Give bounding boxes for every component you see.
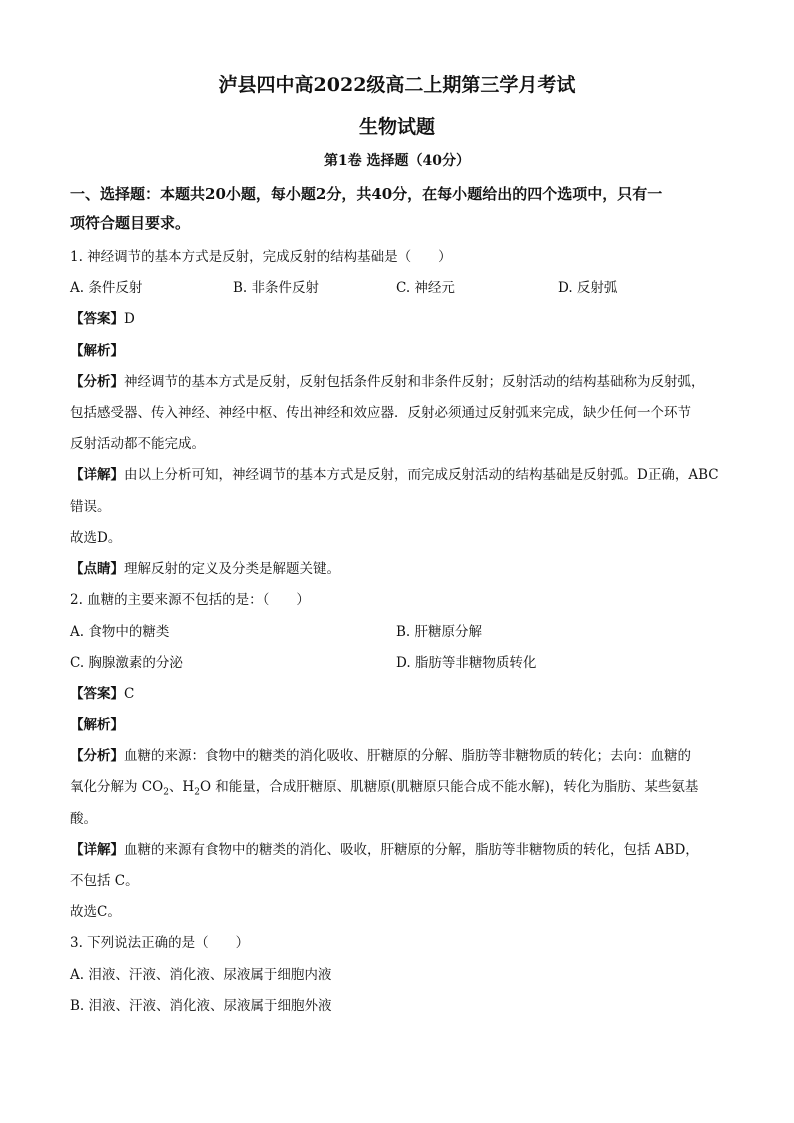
answer-tag: 【答案】 [70,311,124,327]
q1-option-d: D. 反射弧 [558,280,618,296]
xiangjie-tag: 【详解】 [70,842,124,858]
subject-title: 生物试题 [358,116,435,138]
q1-fenxi-line2: 包括感受器、传入神经、神经中枢、传出神经和效应器．反射必须通过反射弧来完成，缺少任何一个环节 [70,405,691,421]
xiangjie-text: 由以上分析可知，神经调节的基本方式是反射，而完成反射活动的结构基础是反射弧。D正确，ABC [124,467,719,483]
question-2-stem: 2. 血糖的主要来源不包括的是：（ ） [70,592,310,608]
xiangjie-text: 血糖的来源有食物中的糖类的消化、吸收，肝糖原的分解，脂肪等非糖物质的转化，包括 ABD， [124,842,699,858]
section-heading-line2: 项符合题目要求。 [70,214,191,232]
fenxi-text-c: O 和能量，合成肝糖原、肌糖原(肌糖原只能合成不能水解)，转化为脂肪、某些氨基 [199,779,699,795]
q1-answer [70,307,135,327]
q2-analysis-tag: 【解析】 [70,717,124,733]
q2-fenxi-line3: 酸。 [70,811,97,827]
fenxi-tag: 【分析】 [70,374,124,390]
q2-option-d: D. 脂肪等非糖物质转化 [396,655,537,671]
fenxi-text-a: 氧化分解为 CO [70,779,164,795]
subscript: 2 [163,787,169,798]
q1-xiangjie-line1 [70,463,719,483]
fenxi-text: 血糖的来源：食物中的糖类的消化吸收、肝糖原的分解、脂肪等非糖物质的转化；去向：血糖的 [124,748,691,764]
fenxi-tag: 【分析】 [70,748,124,764]
answer-value: D [124,311,135,327]
q2-option-b: B. 肝糖原分解 [396,624,483,640]
q1-fenxi-line1 [70,370,705,390]
q2-option-c: C. 胸腺激素的分泌 [70,655,183,671]
page-title: 泸县四中高2022级高二上期第三学月考试 [218,74,576,96]
q2-option-a: A. 食物中的糖类 [70,624,170,640]
q1-dianjing [70,557,340,577]
q1-option-a: A. 条件反射 [70,280,143,296]
subscript: 2 [194,787,200,798]
q1-option-c: C. 神经元 [396,280,455,296]
q2-fenxi-line1 [70,744,691,764]
xiangjie-tag: 【详解】 [70,467,124,483]
q3-option-b: B. 泪液、汗液、消化液、尿液属于细胞外液 [70,998,332,1014]
answer-value: C [124,686,135,702]
q2-choose: 故选C。 [70,904,121,920]
answer-tag: 【答案】 [70,686,124,702]
q2-xiangjie-line1 [70,838,699,858]
question-1-stem: 1. 神经调节的基本方式是反射，完成反射的结构基础是（ ） [70,249,452,265]
dianjing-tag: 【点睛】 [70,561,124,577]
question-3-stem: 3. 下列说法正确的是（ ） [70,935,250,951]
q3-option-a: A. 泪液、汗液、消化液、尿液属于细胞内液 [70,967,332,983]
q1-xiangjie-line2: 错误。 [70,499,111,515]
q2-fenxi-line2 [70,775,698,798]
fenxi-text: 神经调节的基本方式是反射，反射包括条件反射和非条件反射；反射活动的结构基础称为反射弧， [124,374,705,390]
q2-xiangjie-line2: 不包括 C。 [70,873,139,889]
q1-option-b: B. 非条件反射 [233,280,320,296]
fenxi-text-b: 、H [168,779,195,795]
q1-choose: 故选D。 [70,530,122,546]
volume-heading: 第1卷 选择题（40分） [323,153,471,169]
dianjing-text: 理解反射的定义及分类是解题关键。 [124,561,340,577]
q1-analysis-tag: 【解析】 [70,343,124,359]
section-heading-line1: 一、选择题：本题共20小题，每小题2分，共40分，在每小题给出的四个选项中，只有一 [70,185,663,203]
q1-fenxi-line3: 反射活动都不能完成。 [70,436,205,452]
q2-answer [70,682,134,702]
